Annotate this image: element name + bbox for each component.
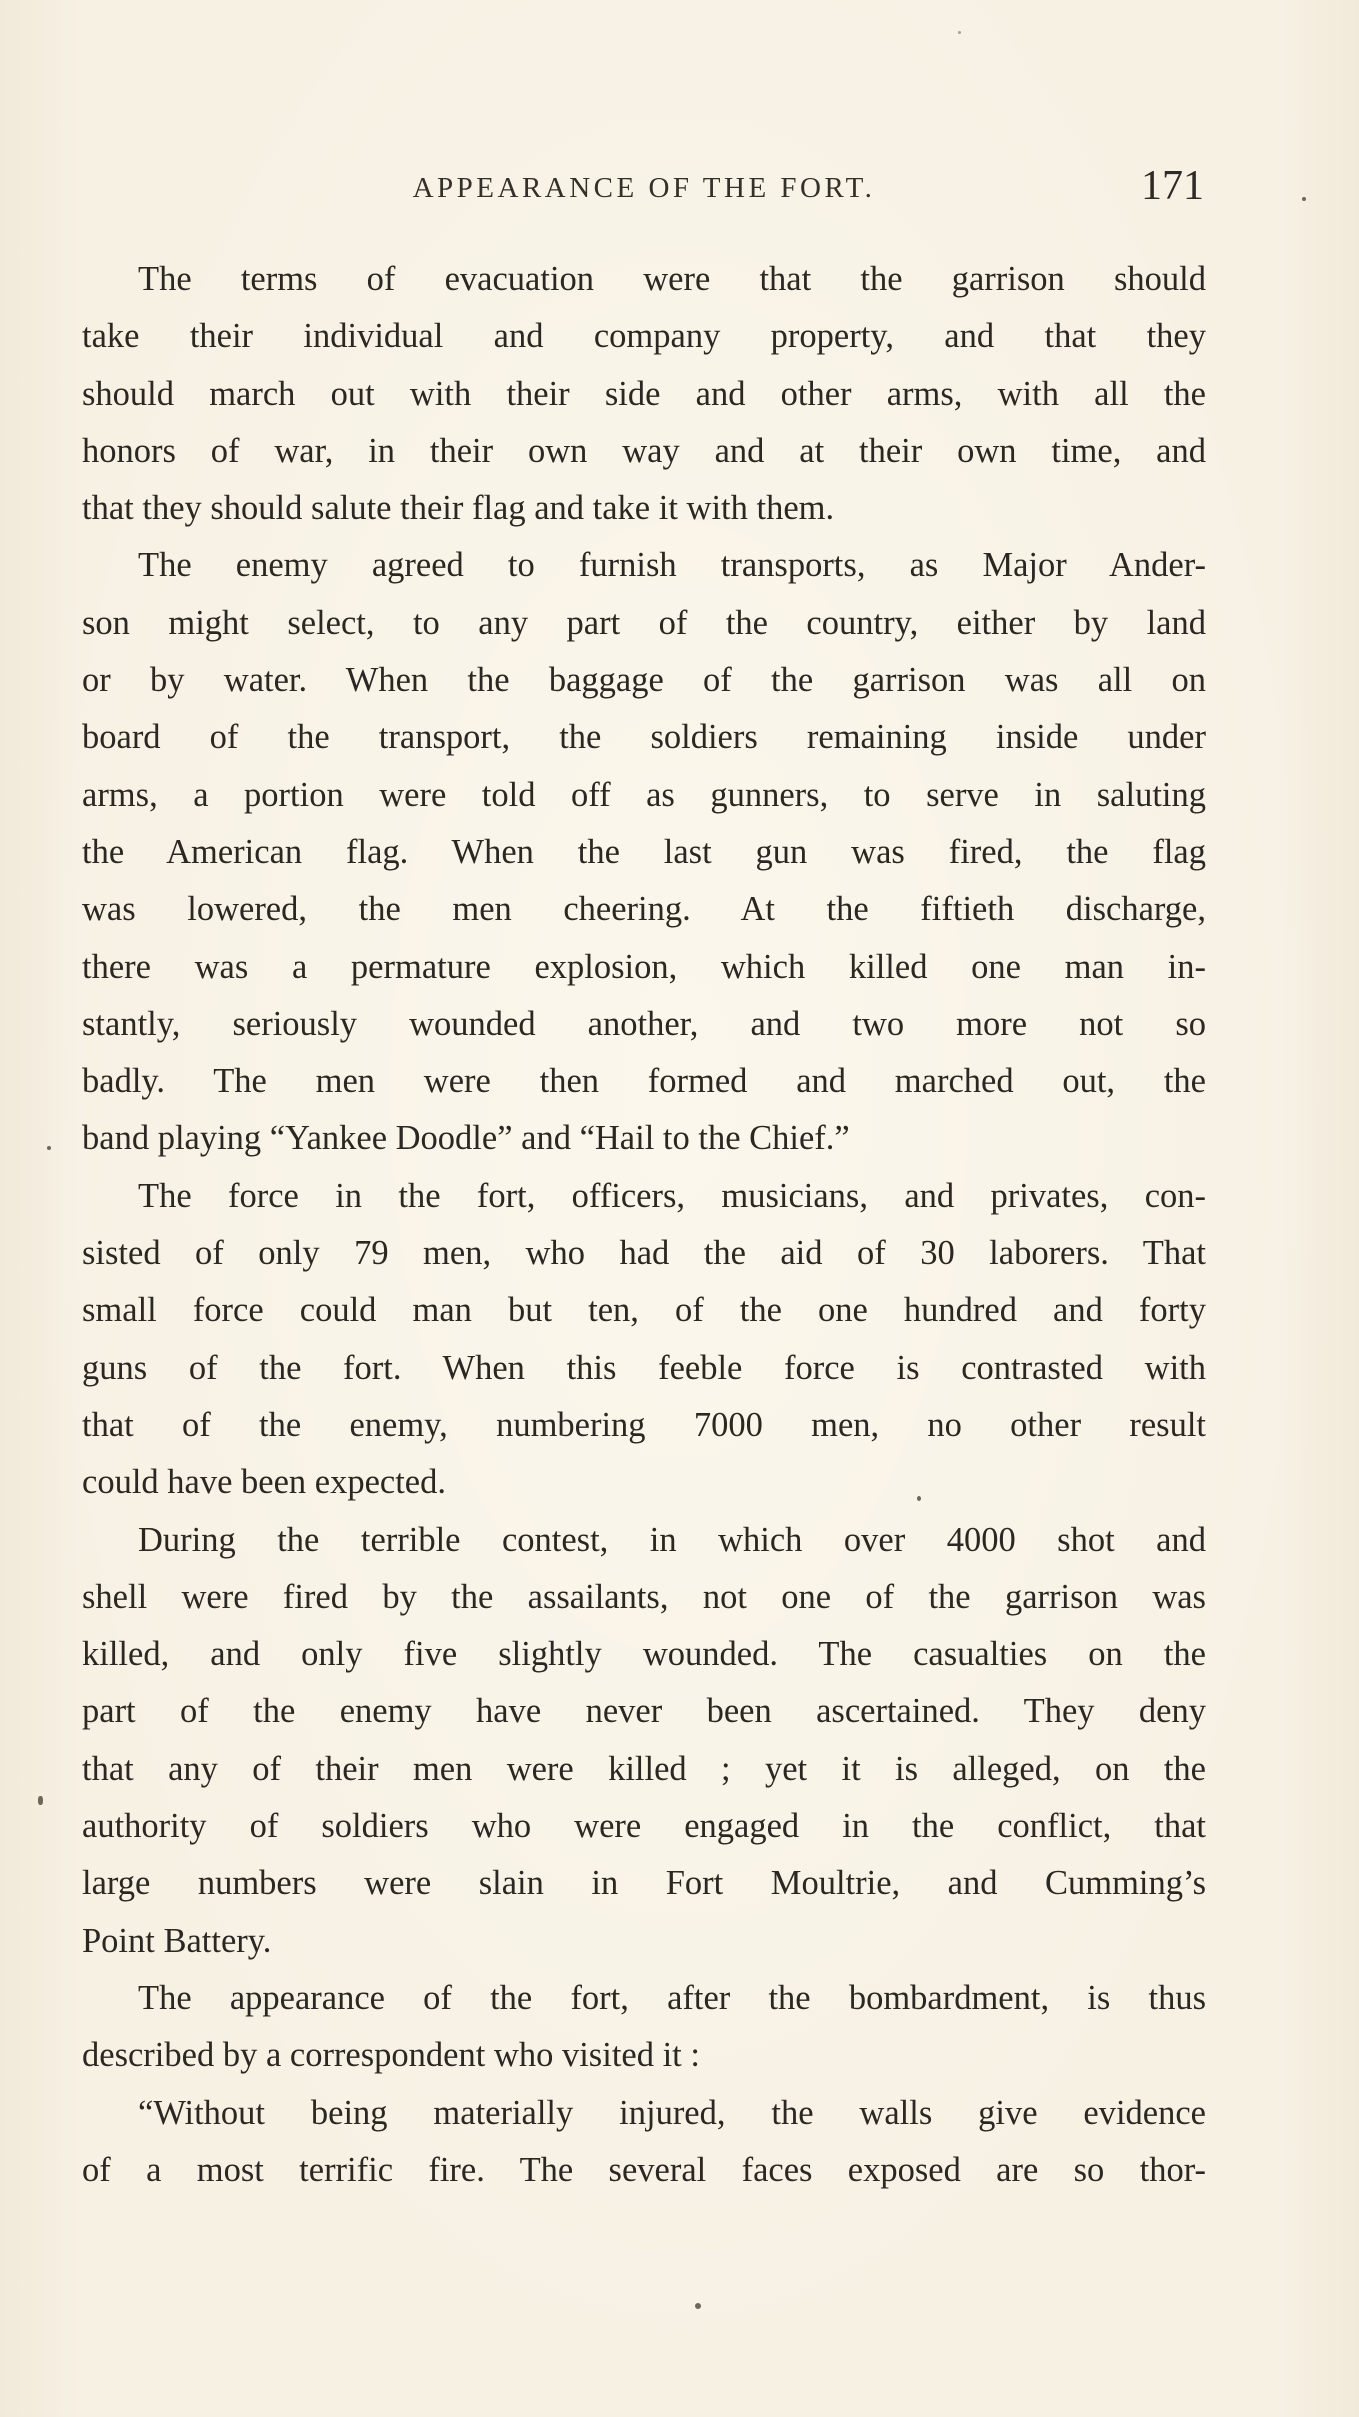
- paragraph-3: [82, 1168, 1206, 1512]
- text-line: honors of war, in their own way and at their own time, and: [82, 431, 1206, 470]
- text-line: should march out with their side and other arms, with all the: [82, 374, 1206, 413]
- text-line: During the terrible contest, in which over 4000 shot and: [138, 1520, 1206, 1559]
- paragraph-2: [82, 537, 1206, 1167]
- text-line: The enemy agreed to furnish transports, as Major Ander-: [138, 546, 1206, 585]
- text-line: described by a correspondent who visited it :: [82, 2036, 700, 2075]
- paper-speck: [695, 2303, 701, 2309]
- text-line: Point Battery.: [82, 1921, 272, 1960]
- text-line: that any of their men were killed ; yet it is alleged, on the: [82, 1749, 1206, 1788]
- text-line: The force in the fort, officers, musicians, and privates, con-: [138, 1176, 1206, 1215]
- text-line: there was a permature explosion, which killed one man in-: [82, 947, 1206, 986]
- text-line: The terms of evacuation were that the garrison should: [138, 260, 1206, 298]
- text-line: shell were fired by the assailants, not one of the garrison was: [82, 1577, 1206, 1616]
- paragraph-6: [82, 2085, 1206, 2200]
- paper-speck: [47, 1146, 51, 1150]
- text-line: of a most terrific fire. The several faces exposed are so thor-: [82, 2150, 1206, 2189]
- paper-speck: [1302, 197, 1306, 201]
- text-line: the American flag. When the last gun was fired, the flag: [82, 832, 1206, 871]
- text-line: that they should salute their flag and take it with them.: [82, 489, 835, 528]
- text-line: could have been expected.: [82, 1463, 446, 1502]
- text-line: guns of the fort. When this feeble force is contrasted with: [82, 1348, 1206, 1387]
- text-line: part of the enemy have never been ascertained. They deny: [82, 1692, 1206, 1731]
- paragraph-5: [82, 1970, 1206, 2085]
- text-line: large numbers were slain in Fort Moultrie, and Cumming’s: [82, 1864, 1206, 1903]
- text-line: was lowered, the men cheering. At the fiftieth discharge,: [82, 890, 1206, 929]
- text-line: board of the transport, the soldiers remaining inside under: [82, 718, 1206, 757]
- text-line: arms, a portion were told off as gunners, to serve in saluting: [82, 775, 1206, 814]
- text-line: The appearance of the fort, after the bombardment, is thus: [138, 1978, 1206, 2017]
- text-line: son might select, to any part of the country, either by land: [82, 603, 1206, 642]
- text-line: authority of soldiers who were engaged in the conflict, that: [82, 1807, 1206, 1846]
- text-line: small force could man but ten, of the one hundred and forty: [82, 1291, 1206, 1330]
- paragraph-1: [82, 251, 1206, 537]
- text-line: sisted of only 79 men, who had the aid of 30 laborers. That: [82, 1234, 1206, 1273]
- text-line: killed, and only five slightly wounded. The casualties on the: [82, 1635, 1206, 1674]
- running-title: APPEARANCE OF THE FORT.: [412, 172, 876, 204]
- paper-speck: [958, 31, 961, 34]
- running-head: [82, 163, 1206, 218]
- text-line: “Without being materially injured, the walls give evidence: [138, 2093, 1206, 2132]
- body-text: [82, 251, 1206, 2199]
- paper-speck: [38, 1796, 43, 1805]
- text-line: or by water. When the baggage of the garrison was all on: [82, 661, 1206, 700]
- text-line: that of the enemy, numbering 7000 men, no other result: [82, 1405, 1206, 1444]
- paper-speck: [917, 1496, 921, 1501]
- text-line: take their individual and company property, and that they: [82, 317, 1206, 356]
- text-line: badly. The men were then formed and marched out, the: [82, 1062, 1206, 1101]
- text-line: band playing “Yankee Doodle” and “Hail to the Chief.”: [82, 1119, 850, 1158]
- page-number: 171: [1141, 163, 1204, 209]
- text-line: stantly, seriously wounded another, and two more not so: [82, 1004, 1206, 1043]
- paragraph-4: [82, 1512, 1206, 1970]
